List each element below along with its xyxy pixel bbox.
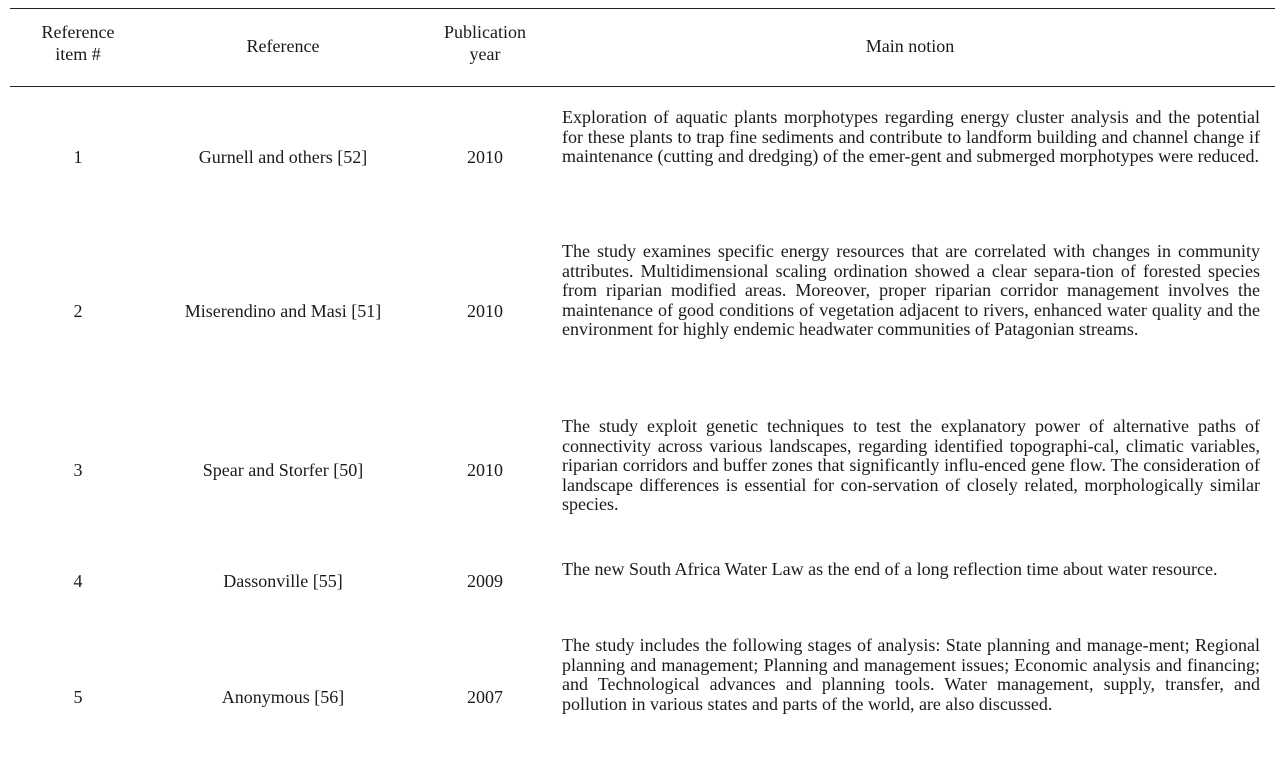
row-number: 5 (73, 687, 83, 707)
row-year: 2010 (467, 301, 503, 321)
header-reference: Reference (246, 36, 320, 56)
row-main-notion: Exploration of aquatic plants morphotypes regarding energy cluster analysis and the potential for these plants to trap fine sediments and contribute to landform building and channel change if maintenance (cutting and dredging) of the emer-gent and submerged morphotypes were reduced. (562, 107, 1260, 166)
row-number: 4 (73, 571, 83, 591)
header-bottom-rule (10, 86, 1275, 87)
row-reference: Spear and Storfer [50] (202, 460, 364, 480)
table-row (10, 402, 1275, 532)
table-row (10, 624, 1275, 764)
header-main-notion: Main notion (865, 36, 955, 56)
row-main-notion: The study exploit genetic techniques to test the explanatory power of alternative paths of connectivity across various landscapes, regarding identified topographi-cal, climatic variables, riparian corridors and buffer zones that significantly influ-enced gene flow. The consideration of landscape differences is essential for con-servation of closely related, morphologically similar species. (562, 416, 1260, 514)
table-row (10, 98, 1275, 208)
table-top-rule (10, 8, 1275, 9)
row-number: 1 (73, 147, 83, 167)
row-reference: Anonymous [56] (221, 687, 345, 707)
row-reference: Gurnell and others [52] (198, 147, 368, 167)
row-reference: Miserendino and Masi [51] (184, 301, 382, 321)
row-reference: Dassonville [55] (223, 571, 343, 591)
row-year: 2009 (467, 571, 503, 591)
header-publication-year: Publication year (444, 22, 526, 64)
table-row (10, 554, 1275, 604)
table-row (10, 230, 1275, 380)
row-number: 2 (73, 301, 83, 321)
row-number: 3 (73, 460, 83, 480)
row-main-notion: The study includes the following stages of analysis: State planning and manage-ment; Regional planning and management; Planning and management issues; Economic analysis and financing; and Technological advances and planning tools. Water management, supply, transfer, and pollution in various states and parts of the world, are also discussed. (562, 635, 1260, 714)
row-year: 2010 (467, 147, 503, 167)
row-main-notion: The new South Africa Water Law as the end of a long reflection time about water resource. (562, 559, 1218, 579)
row-year: 2007 (467, 687, 503, 707)
header-reference-item-number: Reference item # (41, 22, 115, 64)
row-year: 2010 (467, 460, 503, 480)
row-main-notion: The study examines specific energy resources that are correlated with changes in community attributes. Multidimensional scaling ordination showed a clear separa-tion of forested species from riparian modified areas. Moreover, proper riparian corridor management involves the maintenance of good conditions of vegetation adjacent to rivers, enhanced water quality and the environment for highly endemic headwater communities of Patagonian streams. (562, 241, 1260, 339)
